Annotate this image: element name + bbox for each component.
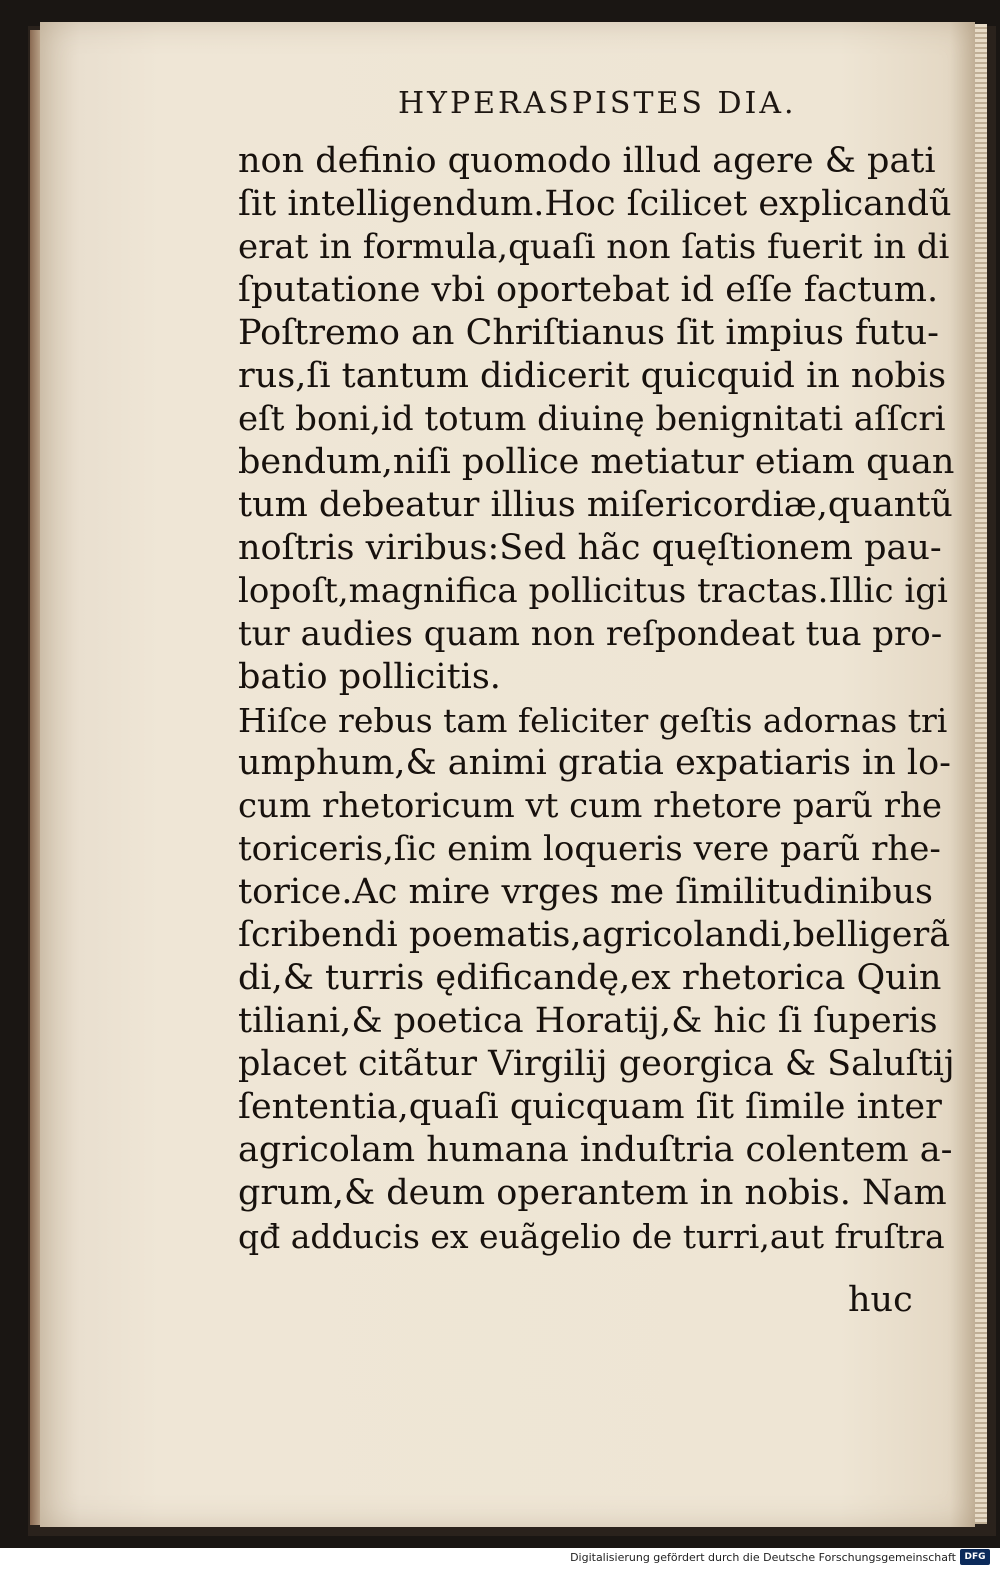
text-line: grum,& deum operantem in nobis. Nam [238,1173,947,1213]
text-line: torice.Ac mire vrges me ſimilitudinibus [238,872,933,912]
text-line: bendum,niſi pollice metiatur etiam quan [238,442,955,482]
text-line: placet citãtur Virgilij georgica & Saluſtij [238,1044,955,1084]
text-line: toriceris,ſic enim loqueris vere parũ rhe- [238,829,941,869]
text-line: non definio quomodo illud agere & pati [238,141,936,181]
text-line: agricolam humana induſtria colentem a- [238,1130,953,1170]
text-line: di,& turris ędificandę,ex rhetorica Quin [238,958,942,998]
text-line: eſt boni,id totum diuinę benignitati aſſcri [238,399,946,439]
running-head: HYPERASPISTES DIA. [398,86,797,121]
funding-credit: Digitalisierung gefördert durch die Deutsche Forschungsgemeinschaft [570,1551,956,1564]
text-line: tum debeatur illius miſericordiæ,quantũ [238,485,953,525]
text-line: umphum,& animi gratia expatiaris in lo- [238,743,951,783]
text-line: tiliani,& poetica Horatij,& hic ſi ſuperis [238,1001,938,1041]
text-line: tur audies quam non reſpondeat tua pro- [238,614,943,654]
text-line: qđ adducis ex euãgelio de turri,aut fruſtra [238,1217,945,1256]
text-line: Hiſce rebus tam feliciter geſtis adornas tri [238,701,948,740]
catchword: huc [848,1280,913,1320]
text-line: ſit intelligendum.Hoc ſcilicet explicandũ [238,184,952,224]
body-text [238,140,958,1258]
text-line: Poſtremo an Chriſtianus ſit impius futu- [238,313,939,353]
text-line: cum rhetoricum vt cum rhetore parũ rhe [238,786,943,826]
text-line: noſtris viribus:Sed hãc quęſtionem pau- [238,528,942,568]
text-line: erat in formula,quaſi non ſatis fuerit in di [238,227,950,267]
text-line: lopoſt,magnifica pollicitus tractas.Illic igi [238,571,948,611]
dfg-logo-icon: DFG [960,1549,990,1565]
text-line: rus,ſi tantum didicerit quicquid in nobis [238,356,947,396]
text-line: ſententia,quaſi quicquam ſit ſimile inter [238,1087,942,1127]
page-fore-edge [975,24,987,1524]
text-line: ſputatione vbi oportebat id eſſe factum. [238,270,939,310]
text-line: ſcribendi poematis,agricolandi,belligerã [238,915,951,955]
text-line: batio pollicitis. [238,657,501,697]
